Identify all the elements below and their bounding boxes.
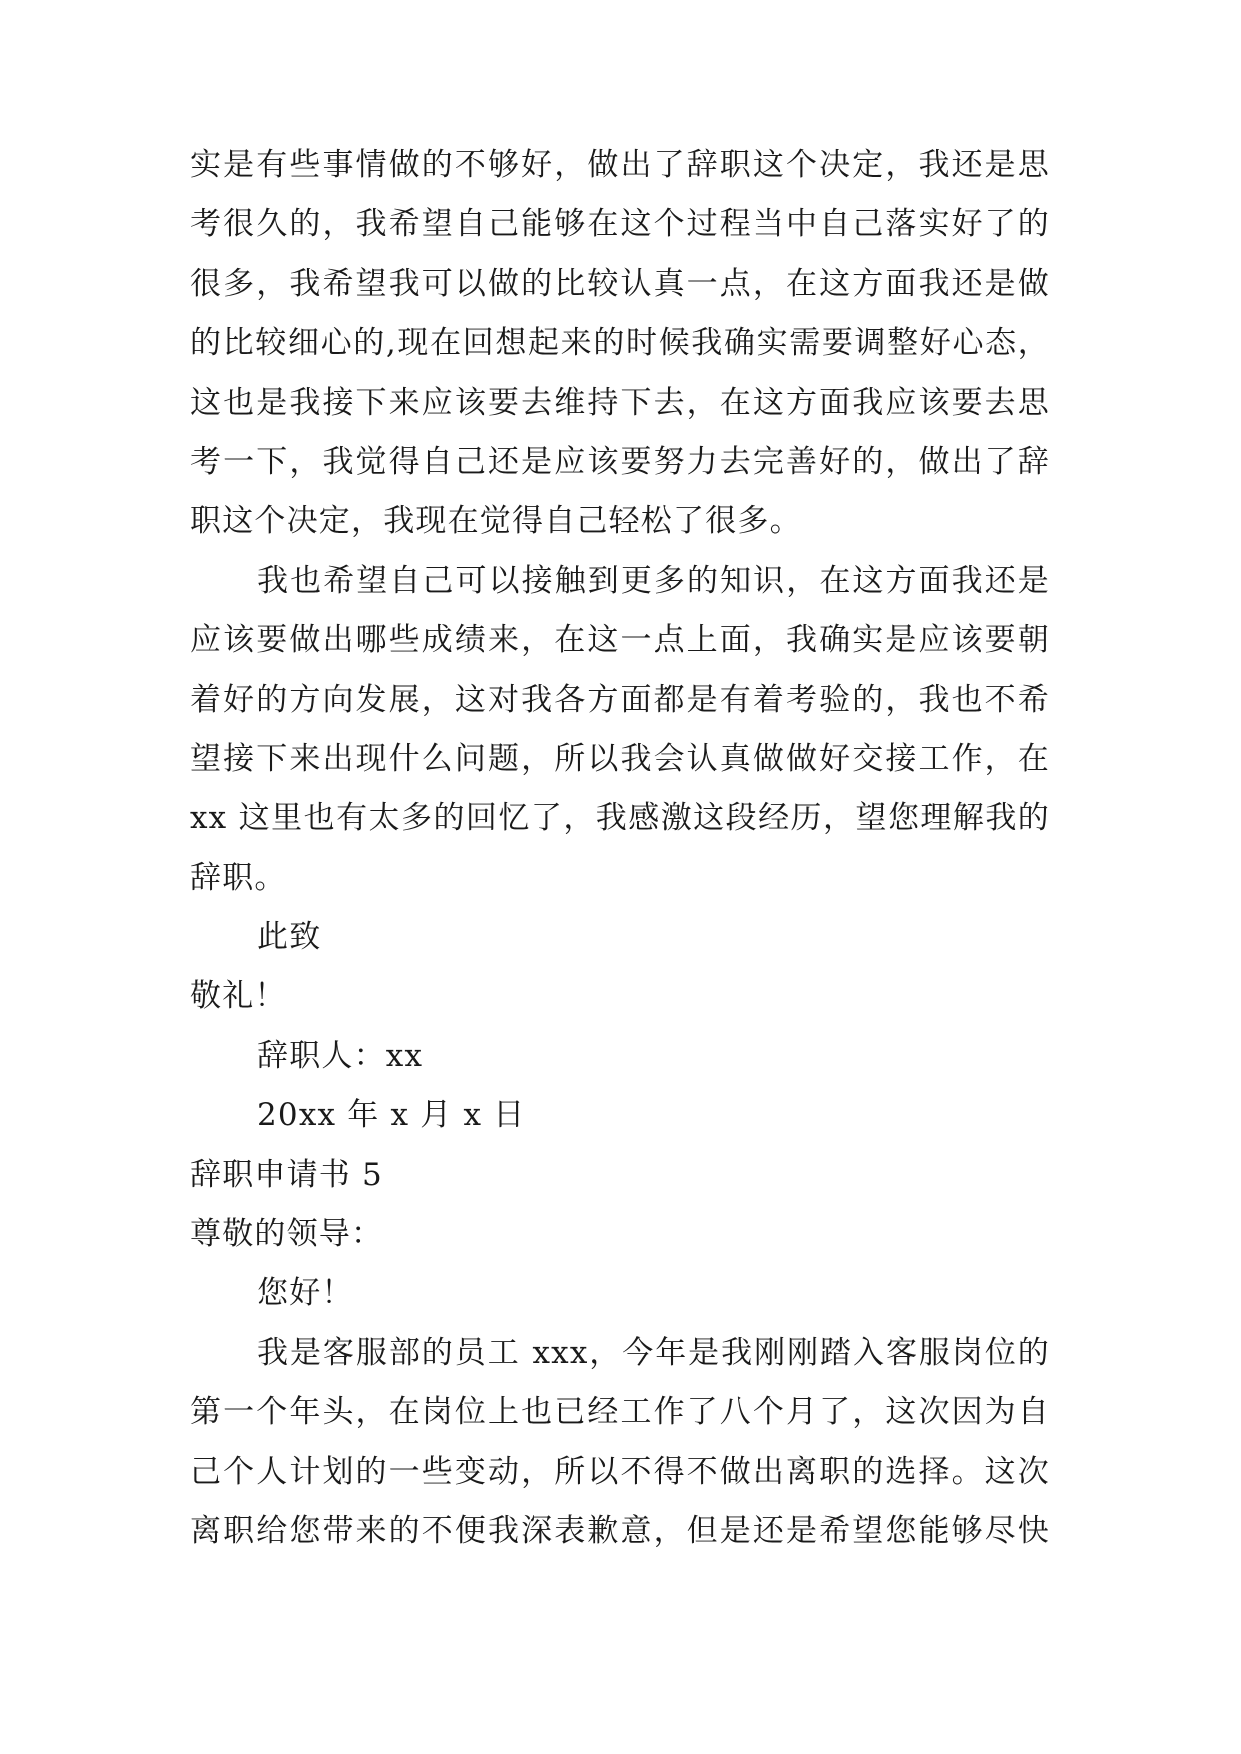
document-body	[190, 136, 1050, 1561]
paragraph-line: 着好的方向发展，这对我各方面都是有着考验的，我也不希	[190, 681, 1050, 718]
date-line: 20xx 年 x 月 x 日	[257, 1097, 526, 1134]
paragraph-line: xx 这里也有太多的回忆了，我感激这段经历，望您理解我的	[190, 800, 1050, 837]
paragraph-line: 己个人计划的一些变动，所以不得不做出离职的选择。这次	[190, 1453, 1050, 1490]
greeting: 您好！	[257, 1275, 354, 1312]
paragraph-line: 实是有些事情做的不够好，做出了辞职这个决定，我还是思	[190, 147, 1050, 183]
paragraph-line: 这也是我接下来应该要去维持下去，在这方面我应该要去思	[190, 384, 1050, 421]
paragraph-line: 离职给您带来的不便我深表歉意，但是还是希望您能够尽快	[190, 1512, 1050, 1549]
greeting-addressee: 尊敬的领导：	[190, 1216, 384, 1253]
paragraph-line: 我是客服部的员工 xxx，今年是我刚刚踏入客服岗位的	[257, 1334, 1050, 1371]
paragraph-line: 考很久的，我希望自己能够在这个过程当中自己落实好了的	[190, 206, 1050, 243]
paragraph-line: 应该要做出哪些成绩来，在这一点上面，我确实是应该要朝	[190, 622, 1050, 659]
section-title: 辞职申请书 5	[190, 1156, 383, 1193]
paragraph-line: 的比较细心的,现在回想起来的时候我确实需要调整好心态，	[190, 325, 1050, 362]
paragraph-line: 望接下来出现什么问题，所以我会认真做做好交接工作，在	[190, 740, 1050, 777]
closing-regards: 敬礼！	[190, 978, 287, 1015]
paragraph-line: 我也希望自己可以接触到更多的知识，在这方面我还是	[257, 562, 1050, 599]
paragraph-line: 考一下，我觉得自己还是应该要努力去完善好的，做出了辞	[190, 443, 1050, 480]
closing-salutation: 此致	[257, 919, 322, 956]
paragraph-line: 第一个年头，在岗位上也已经工作了八个月了，这次因为自	[190, 1394, 1050, 1431]
signature-line: 辞职人：xx	[257, 1037, 424, 1074]
paragraph-line: 很多，我希望我可以做的比较认真一点，在这方面我还是做	[190, 265, 1050, 302]
paragraph-line: 职这个决定，我现在觉得自己轻松了很多。	[190, 503, 802, 540]
paragraph-line: 辞职。	[190, 859, 287, 896]
